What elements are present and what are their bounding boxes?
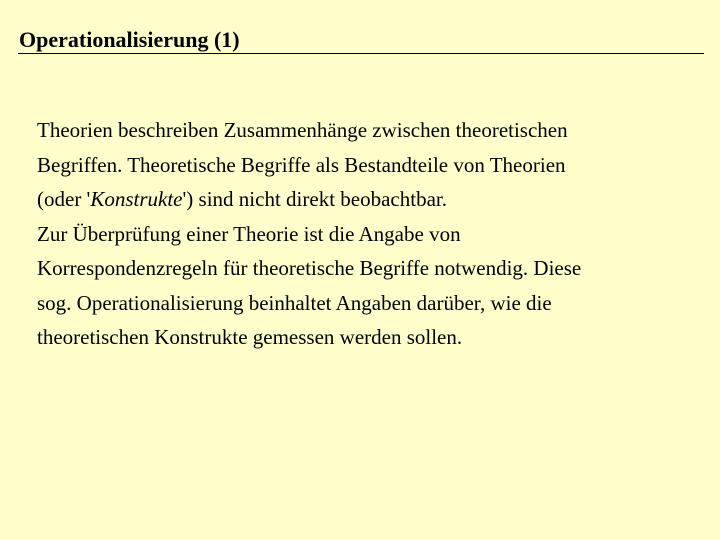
slide-title: Operationalisierung (1) [19,27,240,52]
body-line: Korrespondenzregeln für theoretische Begriffe notwendig. Diese [37,256,582,280]
title-divider [18,53,704,54]
slide-body [37,113,697,355]
body-line: Zur Überprüfung einer Theorie ist die Angabe von [37,221,461,246]
body-text-fragment: ') sind nicht direkt beobachtbar. [182,187,447,211]
body-text-fragment: (oder ' [37,187,91,211]
body-line: Theorien beschreiben Zusammenhänge zwischen theoretischen [37,118,568,142]
body-line: Begriffen. Theoretische Begriffe als Bestandteile von Theorien [37,152,566,177]
emphasized-term: Konstrukte [90,187,183,211]
body-line [37,182,697,217]
body-line: theoretischen Konstrukte gemessen werden sollen. [37,325,463,349]
body-line: sog. Operationalisierung beinhaltet Angaben darüber, wie die [37,290,552,315]
